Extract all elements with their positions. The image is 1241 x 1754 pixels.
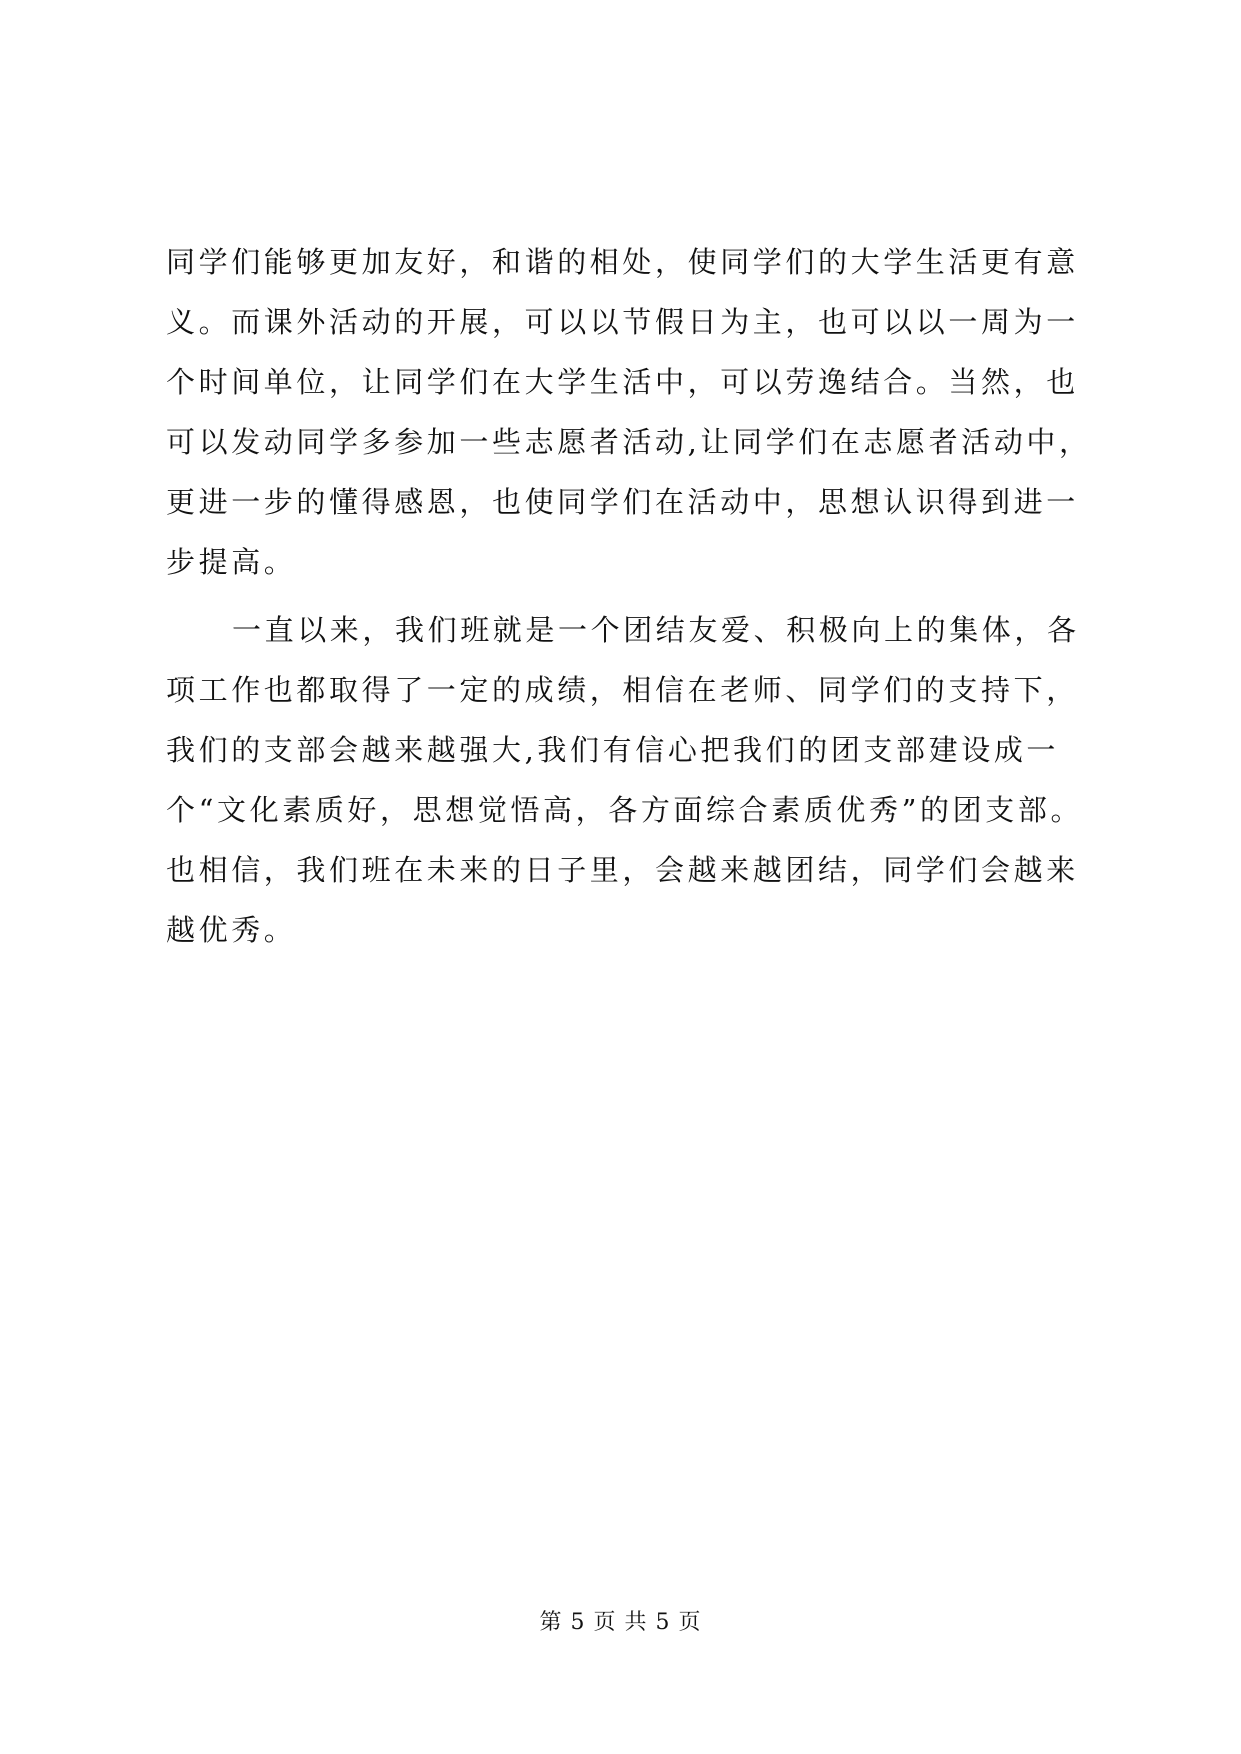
paragraph-line: 一直以来，我们班就是一个团结友爱、积极向上的集体，各 — [232, 613, 1080, 647]
paragraph-line: 义。而课外活动的开展，可以以节假日为主，也可以以一周为一 — [166, 305, 1079, 339]
paragraph-line: 步提高。 — [166, 545, 297, 579]
paragraph-line: 个时间单位，让同学们在大学生活中，可以劳逸结合。当然，也 — [166, 365, 1079, 399]
paragraph-1 — [166, 232, 1092, 592]
paragraph-line: 我们的支部会越来越强大,我们有信心把我们的团支部建设成一 — [166, 733, 1060, 767]
paragraph-spacer — [166, 592, 1076, 600]
paragraph-line: 项工作也都取得了一定的成绩，相信在老师、同学们的支持下， — [166, 673, 1079, 707]
page-footer: 第 5 页 共 5 页 — [539, 1610, 702, 1635]
body-text — [166, 232, 1092, 960]
paragraph-line: 个“文化素质好，思想觉悟高，各方面综合素质优秀”的团支部。 — [166, 793, 1084, 827]
paragraph-2 — [166, 600, 1084, 960]
paragraph-line: 更进一步的懂得感恩，也使同学们在活动中，思想认识得到进一 — [166, 485, 1079, 519]
paragraph-line: 可以发动同学多参加一些志愿者活动,让同学们在志愿者活动中， — [166, 425, 1092, 459]
paragraph-line: 也相信，我们班在未来的日子里，会越来越团结，同学们会越来 — [166, 853, 1079, 887]
paragraph-line: 越优秀。 — [166, 913, 297, 947]
paragraph-line: 同学们能够更加友好，和谐的相处，使同学们的大学生活更有意 — [166, 245, 1079, 279]
